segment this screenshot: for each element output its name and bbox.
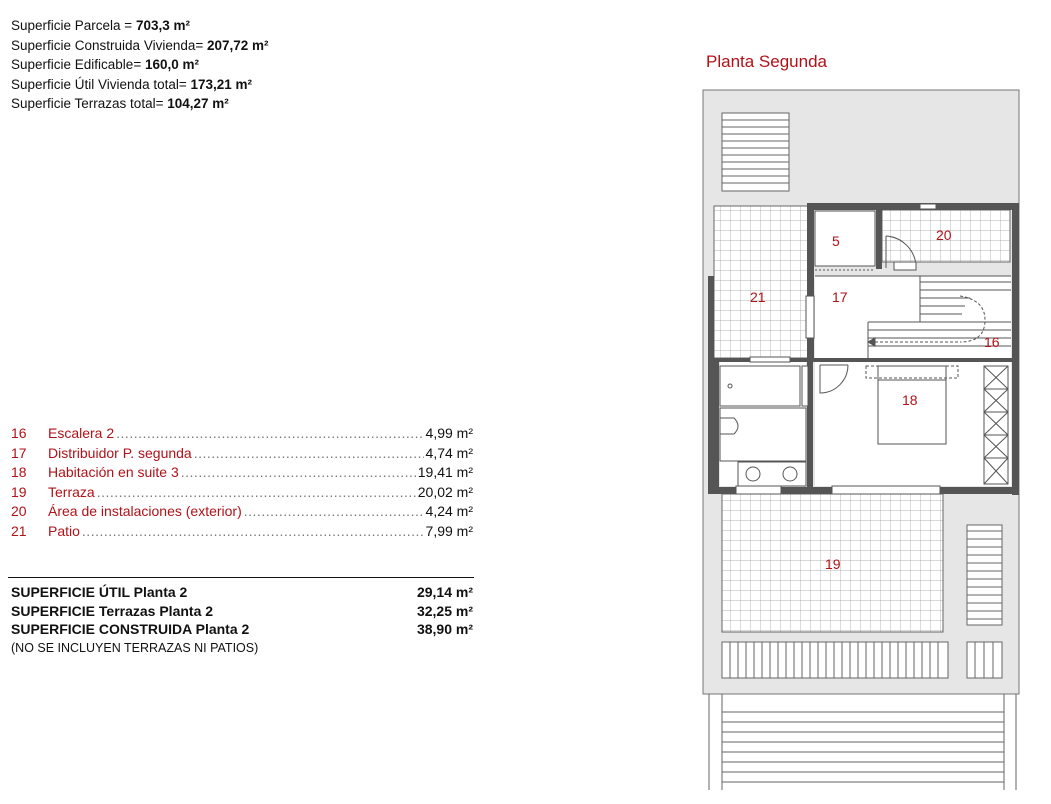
wardrobe xyxy=(984,366,1008,484)
right-louvre xyxy=(967,525,1002,625)
plan-title: Planta Segunda xyxy=(706,52,827,71)
room-name: Patio xyxy=(48,522,80,539)
room-name: Habitación en suite 3 xyxy=(48,464,179,481)
room-label-20: 20 xyxy=(936,227,952,243)
total-value: 38,90 m² xyxy=(416,621,473,637)
room-number: 16 xyxy=(11,425,27,441)
room-label-19: 19 xyxy=(825,556,841,572)
room-number: 21 xyxy=(11,522,27,539)
summary-value: 160,0 m² xyxy=(144,57,199,72)
top-louvre xyxy=(722,113,789,191)
summary-value: 207,72 m² xyxy=(207,37,269,53)
summary-label: Superficie Parcela = xyxy=(11,18,136,33)
room-area: 4,74 m² xyxy=(425,444,473,461)
total-value: 29,14 m² xyxy=(416,584,473,600)
room-number: 17 xyxy=(11,444,27,461)
exterior-strip xyxy=(709,694,1016,790)
summary-value: 104,27 m² xyxy=(167,96,229,111)
room-label-21: 21 xyxy=(750,289,766,305)
room-name: Terraza xyxy=(48,483,95,500)
room-area: 4,99 m² xyxy=(425,425,473,441)
summary-label: Superficie Edificable= xyxy=(11,57,145,72)
summary-label: Superficie Útil Vivienda total= xyxy=(11,76,191,92)
room-label-17: 17 xyxy=(832,289,848,305)
summary-label: Superficie Construida Vivienda= xyxy=(11,37,207,53)
patio-area xyxy=(714,206,809,358)
summary-value: 703,3 m² xyxy=(135,18,190,33)
room-name: Escalera 2 xyxy=(48,425,115,441)
room-5 xyxy=(815,211,875,266)
total-value: 32,25 m² xyxy=(416,602,473,619)
total-label: SUPERFICIE ÚTIL Planta 2 xyxy=(11,584,188,600)
room-label-16: 16 xyxy=(984,334,1000,350)
summary-value: 173,21 m² xyxy=(190,76,253,92)
room-name: Distribuidor P. segunda xyxy=(48,444,192,461)
room-area: 19,41 m² xyxy=(417,464,473,481)
summary-label: Superficie Terrazas total= xyxy=(11,96,168,111)
total-label: SUPERFICIE Terrazas Planta 2 xyxy=(11,602,214,619)
room-number: 19 xyxy=(11,483,27,500)
room-area: 20,02 m² xyxy=(417,483,473,500)
totals-note: (NO SE INCLUYEN TERRAZAS NI PATIOS) xyxy=(11,641,259,655)
room-area: 4,24 m² xyxy=(425,503,473,520)
room-name: Área de instalaciones (exterior) xyxy=(48,503,242,520)
room-area: 7,99 m² xyxy=(425,522,473,539)
room-label-18: 18 xyxy=(902,392,918,408)
room-number: 20 xyxy=(11,503,27,520)
room-label-5: 5 xyxy=(832,233,840,249)
room-number: 18 xyxy=(11,464,27,481)
total-label: SUPERFICIE CONSTRUIDA Planta 2 xyxy=(11,621,250,637)
